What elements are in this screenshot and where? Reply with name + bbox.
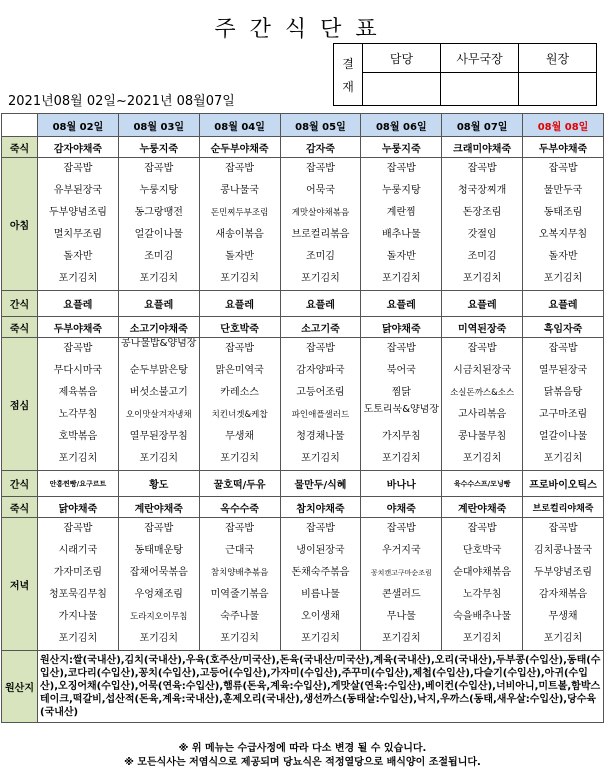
menu-item: 순대야채볶음 [453,567,512,578]
notes [0,742,605,770]
approval-sign-manager[interactable] [441,73,519,106]
menu-item: 잡채어묵볶음 [129,567,188,578]
menu-item: 잡곡밥 [63,343,93,354]
day-menu-cell [523,158,604,291]
snack-item: 황도 [118,471,199,497]
menu-item: 잡곡밥 [548,163,578,174]
menu-item: 포기김치 [462,453,502,464]
menu-item: 콘샐러드 [381,589,421,600]
menu-item: 가자미조림 [53,567,103,578]
menu-item: 포기김치 [381,633,421,644]
menu-item: 콩나물국 [220,185,259,196]
row-label: 아침 [2,158,38,291]
breakfast-meal-row [2,158,604,291]
row-label: 죽식 [2,137,38,158]
menu-item: 돈민찌두부조림 [210,208,269,218]
menu-item: 파인애플샐러드 [291,410,350,420]
date-header: 08월 05일 [280,114,361,137]
menu-item: 비름나물 [301,589,340,600]
note-line: ※ 위 메뉴는 수급사정에 따라 다소 변경 될 수 있습니다. [178,743,427,754]
menu-item: 물만두국 [543,185,583,196]
porridge-item: 두부야채죽 [38,317,119,338]
row-label: 간식 [2,291,38,317]
date-header: 08월 08일 [523,114,604,137]
porridge-item: 소고기야채죽 [118,317,199,338]
row-label: 원산지 [2,651,38,723]
menu-item: 청포묵김무침 [48,589,107,600]
day-menu-cell [38,338,119,471]
porridge-item: 계란야채죽 [118,497,199,518]
porridge-item: 순두부야채죽 [199,137,280,158]
menu-item: 잡곡밥 [548,523,578,534]
porridge-item: 소고기죽 [280,317,361,338]
snack-item: 요플레 [442,291,523,317]
menu-item: 게맛살야채볶음 [291,208,350,218]
snack-item: 요플레 [523,291,604,317]
snack2-row [2,471,604,497]
menu-item: 계란찜 [386,207,416,218]
menu-item: 숙을배추나물 [453,611,512,622]
approval-box [333,43,597,106]
menu-item: 포기김치 [220,633,259,644]
origin-text: 원산지:쌀(국내산),김치(국내산),우육(호주산/미국산),돈육(국내산/미국산),계육(국내산),오리(국내산),두부콩(수입산),동태(수입산),코다리(수입산),꽁치(수입산),고등어(수입산),가자미(수입산),주꾸미(수입산),제첩(수입산),다슬기(수입산),아귀(수입산),오징어채(수입산),어묵(연육:수입산),햄류(돈육,계육:수입산),게맛살(연육:수입산),베이컨(수입산),너비아니,미트볼,함박스테이크,떡갈비,섭산적(돈육,계육:국내산),훈제오리(국내산),생선까스(동태살:수입산),낙지,우까스(동태,새우살:수입산),당수육(국내산) [38,651,604,723]
breakfast-porridge-row [2,137,604,158]
snack-item: 요플레 [280,291,361,317]
menu-item: 냉이된장국 [296,545,345,556]
menu-item: 얼갈이나물 [538,431,588,442]
menu-item: 포기김치 [58,633,98,644]
menu-item: 오복지무침 [538,229,588,240]
corner-cell [2,114,38,137]
menu-item: 포기김치 [301,633,340,644]
menu-item: 포기김치 [58,273,98,284]
menu-item: 감자채볶음 [538,589,588,600]
date-header: 08월 04일 [199,114,280,137]
menu-item: 근대국 [225,545,255,556]
menu-item: 시금치된장국 [453,365,512,376]
menu-item: 콩나물밥&양념장 [121,338,197,349]
menu-item: 브로컬리볶음 [291,229,350,240]
snack-item: 안흥찐빵/요구르트 [38,471,119,497]
menu-item: 잡곡밥 [467,163,497,174]
menu-item: 포기김치 [462,633,502,644]
menu-item: 어묵국 [305,185,335,196]
date-header: 08월 03일 [118,114,199,137]
day-menu-cell [199,158,280,291]
menu-item: 청국장찌개 [457,185,507,196]
menu-item: 잡곡밥 [386,523,416,534]
menu-item: 잡곡밥 [386,163,416,174]
menu-item: 제육볶음 [58,387,98,398]
approval-role-director: 원장 [519,44,597,73]
day-menu-cell [38,158,119,291]
porridge-item: 감자야채죽 [38,137,119,158]
snack1-row [2,291,604,317]
menu-item: 돈채숙주볶음 [291,567,350,578]
snack-item: 꿀호떡/두유 [199,471,280,497]
menu-item: 고등어조림 [296,387,345,398]
menu-item: 도라지오이무침 [130,612,188,622]
lunch-meal-row [2,338,604,471]
menu-item: 고사리볶음 [457,409,507,420]
menu-item: 잡곡밥 [305,163,335,174]
menu-item: 포기김치 [301,273,340,284]
porridge-item: 옥수수죽 [199,497,280,518]
day-menu-cell [38,518,119,651]
day-menu-cell [118,338,199,471]
menu-item: 잡곡밥 [144,163,174,174]
menu-item: 오이맛살겨자냉채 [125,410,192,420]
menu-item: 두부양념조림 [48,207,107,218]
menu-item: 포기김치 [139,453,179,464]
porridge-item: 닭야채죽 [38,497,119,518]
note-line: ※ 모든식사는 저염식으로 제공되며 당뇨식은 적정열당으로 배식양이 조절됩니다. [124,757,481,768]
menu-item: 포기김치 [543,633,583,644]
menu-item: 도토리묵&양념장 [363,404,439,415]
menu-item: 숙주나물 [220,611,259,622]
porridge-item: 크래미야채죽 [442,137,523,158]
menu-item: 잡곡밥 [144,523,174,534]
menu-item: 시래기국 [58,545,98,556]
menu-item: 동그랑땡전 [134,207,183,218]
menu-item: 배추나물 [381,229,421,240]
menu-item: 얼갈이나물 [134,229,183,240]
approval-role-manager: 사무국장 [441,44,519,73]
menu-item: 노각무침 [462,589,502,600]
menu-item: 노각무침 [58,409,98,420]
menu-item: 잡곡밥 [63,163,93,174]
menu-item: 돌자반 [225,251,255,262]
menu-item: 포기김치 [301,453,340,464]
menu-item: 콩나물무침 [457,431,507,442]
menu-item: 잡곡밥 [305,523,335,534]
day-menu-cell [199,518,280,651]
menu-item: 잡곡밥 [225,343,255,354]
day-menu-cell [199,338,280,471]
day-menu-cell [280,338,361,471]
lunch-porridge-row [2,317,604,338]
menu-item: 닭볶음탕 [543,387,583,398]
menu-item: 포기김치 [139,273,179,284]
day-menu-cell [280,158,361,291]
snack-item: 바나나 [361,471,442,497]
day-menu-cell [442,518,523,651]
menu-item: 무다시마국 [53,365,103,376]
approval-label-top: 결 [342,56,354,71]
menu-item: 우거지국 [381,545,421,556]
menu-item: 열무된장국 [538,365,588,376]
menu-item: 잡곡밥 [225,523,255,534]
menu-item: 돌자반 [548,251,578,262]
row-label: 죽식 [2,497,38,518]
menu-item: 조미김 [144,251,174,262]
menu-item: 북어국 [386,365,416,376]
menu-item: 호박볶음 [58,431,98,442]
menu-item: 잡곡밥 [386,343,416,354]
porridge-item: 두부야채죽 [523,137,604,158]
porridge-item: 누룽지죽 [361,137,442,158]
menu-item: 가지나물 [58,611,98,622]
porridge-item: 야채죽 [361,497,442,518]
menu-item: 치킨너겟&케찹 [211,410,268,420]
menu-item: 가지무침 [381,431,421,442]
menu-item: 우엉채조림 [134,589,183,600]
day-menu-cell [523,338,604,471]
porridge-item: 흑임자죽 [523,317,604,338]
porridge-item: 미역된장죽 [442,317,523,338]
day-menu-cell [442,338,523,471]
menu-item: 누룽지탕 [139,185,179,196]
menu-item: 두부양념조림 [534,567,593,578]
date-header: 08월 06일 [361,114,442,137]
date-header: 08월 07일 [442,114,523,137]
menu-item: 포기김치 [543,453,583,464]
menu-item: 김치콩나물국 [534,545,593,556]
menu-item: 카레소스 [220,387,259,398]
porridge-item: 참치야채죽 [280,497,361,518]
menu-item: 포기김치 [58,453,98,464]
menu-item: 소실돈까스&소스 [450,388,515,398]
menu-item: 유부된장국 [53,185,103,196]
menu-item: 포기김치 [381,273,421,284]
menu-item: 잡곡밥 [467,343,497,354]
day-menu-cell [361,158,442,291]
menu-item: 꽁치캔고구마순조림 [370,569,432,577]
menu-item: 잡곡밥 [467,523,497,534]
row-label: 점심 [2,338,38,471]
snack-item: 프로바이오틱스 [523,471,604,497]
approval-sign-staff[interactable] [363,73,441,106]
menu-item: 포기김치 [139,633,179,644]
menu-item: 동태매운탕 [134,545,183,556]
menu-item: 열무된장무침 [129,431,188,442]
weekly-menu-table [1,113,604,723]
menu-item: 포기김치 [381,453,421,464]
menu-item: 동태조림 [543,207,583,218]
day-menu-cell [118,518,199,651]
snack-item: 요플레 [118,291,199,317]
day-menu-cell [118,158,199,291]
approval-role-staff: 담당 [363,44,441,73]
menu-item: 찜닭 [391,387,411,398]
snack-item: 요플레 [38,291,119,317]
menu-item: 조미김 [305,251,335,262]
dinner-porridge-row [2,497,604,518]
snack-item: 요플레 [361,291,442,317]
menu-item: 갓절임 [467,229,497,240]
day-menu-cell [361,518,442,651]
menu-item: 돌자반 [386,251,416,262]
menu-item: 무생채 [225,431,255,442]
menu-item: 돈장조림 [462,207,502,218]
menu-item: 참치양배추볶음 [210,568,269,578]
row-label: 간식 [2,471,38,497]
porridge-item: 감자죽 [280,137,361,158]
menu-item: 잡곡밥 [63,523,93,534]
menu-item: 단호박국 [462,545,502,556]
page-title: 주간식단표 [214,17,391,42]
date-header-row [2,114,604,137]
date-header: 08월 02일 [38,114,119,137]
menu-item: 무생채 [548,611,578,622]
approval-label [334,44,363,106]
origin-row [2,651,604,723]
porridge-item: 닭야채죽 [361,317,442,338]
day-menu-cell [280,518,361,651]
menu-item: 고구마조림 [538,409,588,420]
menu-period: 2021년08월 02일~2021년 08월07일 [8,94,235,109]
row-label: 죽식 [2,317,38,338]
menu-item: 잡곡밥 [225,163,255,174]
menu-item: 잡곡밥 [548,343,578,354]
day-menu-cell [442,158,523,291]
menu-item: 잡곡밥 [305,343,335,354]
menu-item: 미역줄기볶음 [210,589,269,600]
menu-item: 청경채나물 [296,431,345,442]
porridge-item: 누룽지죽 [118,137,199,158]
menu-item: 새송이볶음 [215,229,264,240]
porridge-item: 브로컬리야채죽 [523,497,604,518]
snack-item: 물만두/식혜 [280,471,361,497]
day-menu-cell [523,518,604,651]
menu-item: 순두부맑은탕 [129,365,188,376]
menu-item: 포기김치 [543,273,583,284]
menu-item: 멸치무조림 [53,229,103,240]
menu-item: 오이생채 [301,611,340,622]
dinner-meal-row [2,518,604,651]
menu-item: 감자양파국 [296,365,345,376]
menu-item: 누룽지탕 [381,185,421,196]
menu-item: 맑은미역국 [215,365,264,376]
menu-item: 조미김 [467,251,497,262]
day-menu-cell [361,338,442,471]
snack-item: 육수수스프/모닝빵 [442,471,523,497]
snack-item: 요플레 [199,291,280,317]
porridge-item: 단호박죽 [199,317,280,338]
porridge-item: 계란야채죽 [442,497,523,518]
menu-item: 버섯소불고기 [129,387,188,398]
menu-item: 포기김치 [220,453,259,464]
menu-item: 돌자반 [63,251,93,262]
menu-item: 포기김치 [462,273,502,284]
menu-item: 포기김치 [220,273,259,284]
row-label: 저녁 [2,518,38,651]
menu-item: 무나물 [386,611,416,622]
approval-label-bottom: 재 [342,79,354,94]
approval-sign-director[interactable] [519,73,597,106]
